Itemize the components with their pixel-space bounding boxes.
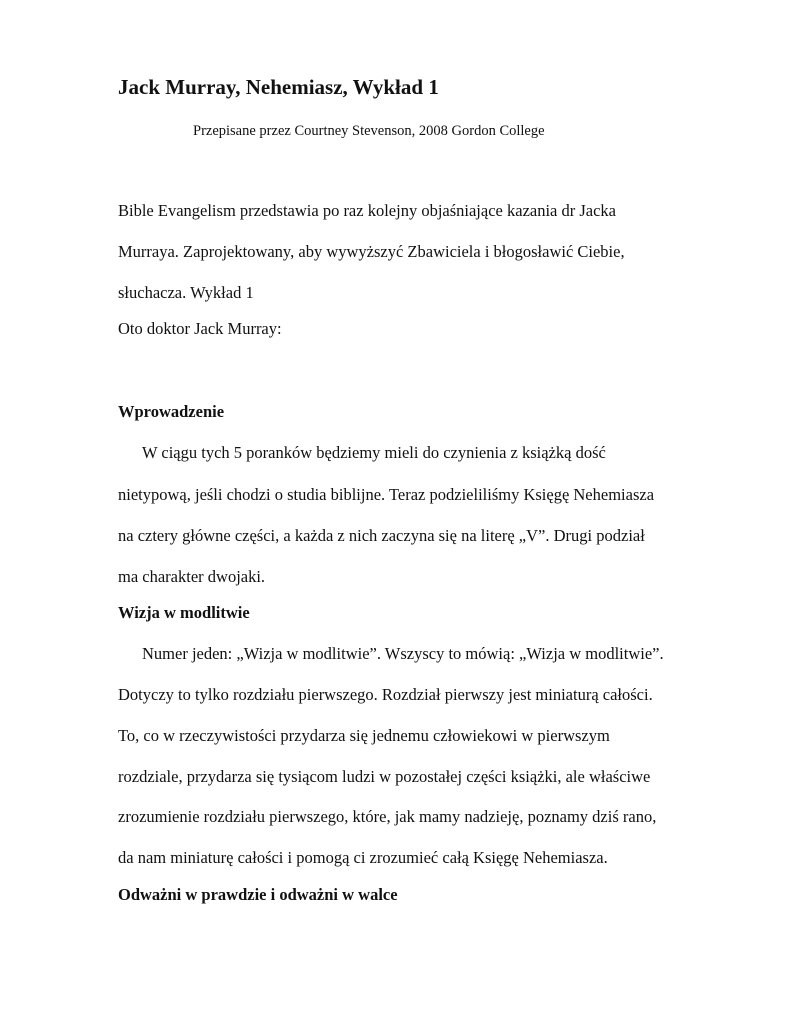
paragraph-line: da nam miniaturę całości i pomogą ci zrozumieć całą Księgę Nehemiasza.: [118, 848, 608, 867]
paragraph-line: zrozumienie rozdziału pierwszego, które, jak mamy nadzieję, poznamy dziś rano,: [118, 807, 657, 826]
paragraph-line: To, co w rzeczywistości przydarza się jednemu człowiekowi w pierwszym: [118, 726, 610, 745]
document-title: Jack Murray, Nehemiasz, Wykład 1: [118, 75, 439, 99]
section-heading: Odważni w prawdzie i odważni w walce: [118, 885, 398, 904]
intro-line: Murraya. Zaprojektowany, aby wywyższyć Zbawiciela i błogosławić Ciebie,: [118, 242, 625, 261]
intro-line: Oto doktor Jack Murray:: [118, 319, 282, 338]
paragraph-line: Dotyczy to tylko rozdziału pierwszego. Rozdział pierwszy jest miniaturą całości.: [118, 685, 653, 704]
intro-line: słuchacza. Wykład 1: [118, 283, 254, 302]
paragraph-line: rozdziale, przydarza się tysiącom ludzi w pozostałej części książki, ale właściwe: [118, 767, 651, 786]
paragraph-line: W ciągu tych 5 poranków będziemy mieli do czynienia z książką dość: [142, 443, 606, 462]
paragraph-line: ma charakter dwojaki.: [118, 567, 266, 586]
paragraph-line: na cztery główne części, a każda z nich zaczyna się na literę „V”. Drugi podział: [118, 526, 645, 545]
section-heading: Wizja w modlitwie: [118, 603, 250, 622]
paragraph-line: nietypową, jeśli chodzi o studia biblijne. Teraz podzieliliśmy Księgę Nehemiasza: [118, 485, 655, 504]
paragraph-line: Numer jeden: „Wizja w modlitwie”. Wszyscy to mówią: „Wizja w modlitwie”.: [142, 644, 664, 663]
section-heading: Wprowadzenie: [118, 402, 225, 421]
intro-line: Bible Evangelism przedstawia po raz kolejny objaśniające kazania dr Jacka: [118, 201, 617, 220]
document-subtitle: Przepisane przez Courtney Stevenson, 2008 Gordon College: [193, 123, 545, 139]
